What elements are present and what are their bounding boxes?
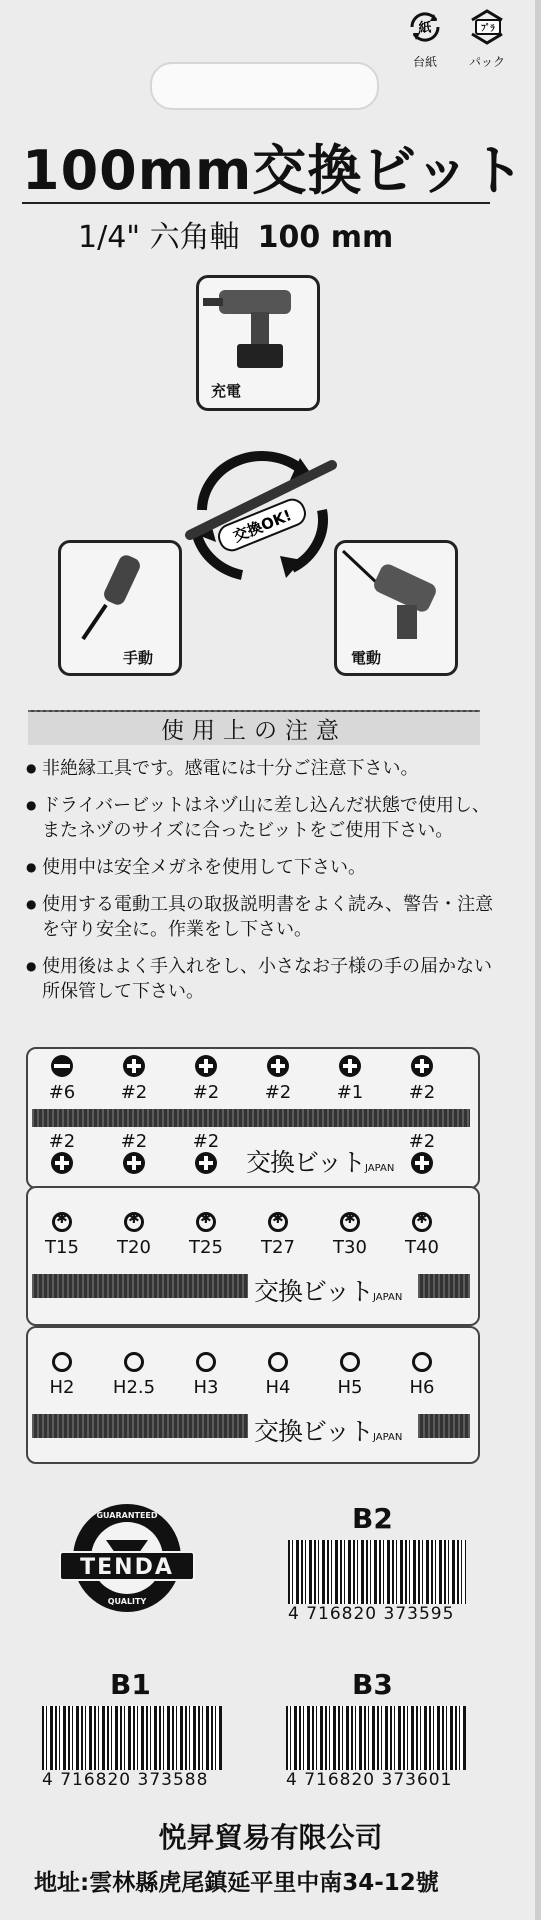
bit-ph2: #2 [102, 1055, 166, 1103]
paper-recycle-mark [390, 6, 460, 70]
exchange-ok-label: 交換OK! [230, 506, 295, 546]
svg-text:紙: 紙 [418, 21, 432, 36]
phillips-icon [51, 1152, 73, 1174]
bit-torx: ✱ T15 [30, 1212, 94, 1258]
product-subtitle [78, 212, 393, 256]
hex-icon [412, 1352, 432, 1372]
bit-hex: H3 [174, 1352, 238, 1398]
caution-note: ● 非絶縁工具です。感電には十分ご注意下さい。 [26, 756, 494, 781]
bit-torx: ✱ T30 [318, 1212, 382, 1258]
hand-driver-panel [58, 540, 182, 676]
bit-set-hex [26, 1326, 480, 1464]
set-stripe [32, 1414, 248, 1438]
barcode-bars [286, 1706, 466, 1770]
cordless-drill-panel [196, 275, 320, 411]
phillips-icon [411, 1055, 433, 1077]
paper-recycle-label: 台紙 [412, 55, 437, 69]
electric-drill-icon [337, 543, 449, 643]
bit-torx: ✱ T27 [246, 1212, 310, 1258]
brand-mark: 交換ビットJAPAN [254, 1277, 403, 1306]
barcode-label-b3: B3 [352, 1668, 393, 1701]
bit-torx: ✱ T25 [174, 1212, 238, 1258]
shank-spec: 1/4" 六角軸 [78, 220, 240, 255]
electric-label: 電動 [351, 649, 382, 667]
hex-icon [52, 1352, 72, 1372]
phillips-icon [339, 1055, 361, 1077]
bit-set-phillips [26, 1047, 480, 1189]
title-rule [22, 202, 490, 204]
bit-ph2: #2 [174, 1055, 238, 1103]
caution-header-bar [28, 710, 480, 742]
barcode-label-b1: B1 [110, 1668, 151, 1701]
paper-recycle-icon [404, 6, 446, 48]
bit-hex: H5 [318, 1352, 382, 1398]
caution-notes [26, 756, 494, 1016]
svg-text:TENDA: TENDA [80, 1555, 174, 1580]
hang-hole [150, 62, 379, 110]
svg-text:ﾌﾟﾗ: ﾌﾟﾗ [481, 24, 495, 34]
bit-hex: H2.5 [102, 1352, 166, 1398]
manual-label: 手動 [123, 649, 154, 667]
torx-icon [124, 1212, 144, 1232]
tenda-logo [56, 1500, 198, 1616]
torx-icon [412, 1212, 432, 1232]
torx-icon [268, 1212, 288, 1232]
caution-note: ● 使用後はよく手入れをし、小さなお子様の手の届かない所保管して下さい。 [26, 954, 494, 1004]
bit-slot-6: #6 [30, 1055, 94, 1103]
torx-icon [52, 1212, 72, 1232]
bit-ph2: #2 [246, 1055, 310, 1103]
caution-note: ● 使用する電動工具の取扱説明書をよく読み、警告・注意を守り安全に。作業をし下さい。 [26, 892, 494, 942]
bit-ph2: #2 [102, 1131, 166, 1179]
plastic-recycle-mark [452, 6, 522, 70]
phillips-icon [123, 1055, 145, 1077]
bit-hex: H2 [30, 1352, 94, 1398]
brand-mark: 交換ビットJAPAN [254, 1417, 403, 1446]
barcode-label-b2: B2 [352, 1502, 393, 1535]
hand-screwdriver-icon [61, 543, 173, 643]
bit-hex: H4 [246, 1352, 310, 1398]
barcode-b2 [288, 1540, 466, 1624]
set-stripe [32, 1109, 470, 1127]
set-stripe [32, 1274, 248, 1298]
set-stripe [418, 1414, 470, 1438]
hex-icon [268, 1352, 288, 1372]
charge-label: 充電 [211, 382, 242, 400]
svg-text:GUARANTEED: GUARANTEED [96, 1511, 158, 1520]
hex-icon [196, 1352, 216, 1372]
exchange-cycle-icon [172, 440, 352, 590]
barcode-bars [42, 1706, 222, 1770]
hex-icon [124, 1352, 144, 1372]
phillips-icon [195, 1152, 217, 1174]
bit-hex: H6 [390, 1352, 454, 1398]
bit-torx: ✱ T20 [102, 1212, 166, 1258]
bit-ph2: #2 [390, 1055, 454, 1103]
phillips-icon [123, 1152, 145, 1174]
hex-icon [340, 1352, 360, 1372]
barcode-number: 4 716820 373588 [42, 1770, 209, 1790]
bit-ph2: #2 [30, 1131, 94, 1179]
electric-drill-panel [334, 540, 458, 676]
phillips-icon [411, 1152, 433, 1174]
bit-set-torx [26, 1186, 480, 1326]
phillips-icon [195, 1055, 217, 1077]
bit-ph2: #2 [390, 1131, 454, 1179]
torx-icon [340, 1212, 360, 1232]
set-stripe [418, 1274, 470, 1298]
brand-mark: 交換ビットJAPAN [246, 1148, 395, 1177]
plastic-recycle-icon [466, 6, 508, 48]
plastic-recycle-label: パック [468, 55, 505, 69]
barcode-bars [288, 1540, 466, 1604]
barcode-number: 4 716820 373595 [288, 1604, 455, 1624]
cordless-drill-icon [199, 278, 311, 373]
bit-torx: ✱ T40 [390, 1212, 454, 1258]
barcode-number: 4 716820 373601 [286, 1770, 453, 1790]
svg-text:QUALITY: QUALITY [107, 1597, 147, 1606]
caution-note: ● ドライバービットはネヅ山に差し込んだ状態で使用し、またネヅのサイズに合ったビットをご使用下さい。 [26, 793, 494, 843]
card-edge [535, 0, 541, 1920]
caution-header: 使用上の注意 [28, 712, 480, 745]
slotted-icon [51, 1055, 73, 1077]
barcode-b3 [286, 1706, 466, 1790]
bit-length: 100 mm [257, 220, 394, 255]
company-name: 悦昇貿易有限公司 [158, 1821, 383, 1854]
phillips-icon [267, 1055, 289, 1077]
torx-icon [196, 1212, 216, 1232]
bit-ph1: #1 [318, 1055, 382, 1103]
caution-note: ● 使用中は安全メガネを使用して下さい。 [26, 855, 494, 880]
company-address: 地址:雲林縣虎尾鎮延平里中南34-12號 [34, 1870, 439, 1896]
bit-ph2: #2 [174, 1131, 238, 1179]
barcode-b1 [42, 1706, 222, 1790]
product-title: 100mm交換ビット [22, 139, 526, 202]
